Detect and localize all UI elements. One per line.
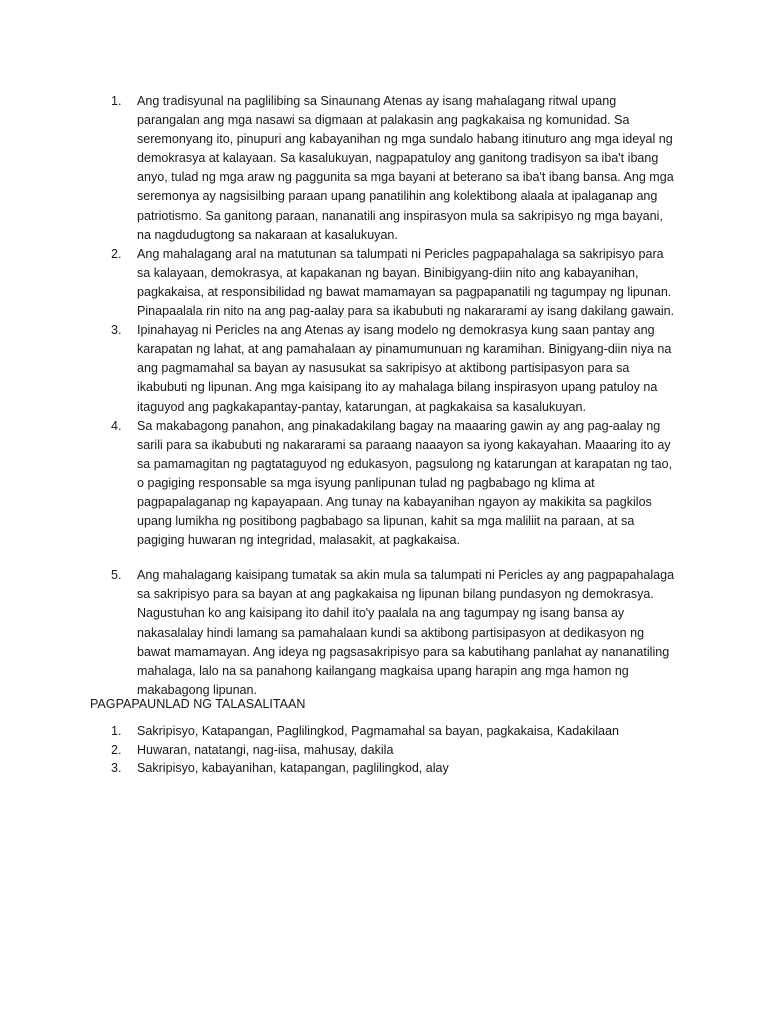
section-heading: PAGPAPAUNLAD NG TALASALITAAN [90, 697, 306, 711]
list-item-text: Huwaran, natatangi, nag-iisa, mahusay, dakila [137, 742, 394, 757]
list-item [0, 321, 768, 416]
list-item [0, 245, 768, 321]
list-item [0, 741, 768, 760]
vocabulary-list [0, 722, 768, 778]
list-item-number: 5. [111, 568, 122, 583]
list-item-text: Sa makabagong panahon, ang pinakadakilang bagay na maaaring gawin ay ang pag-aalay ng sarili para sa ikabubuti ng nakararami sa paraang naaayon sa iyong kakayahan. Maaaring ito ay sa pamamagitan ng pagtataguyod ng edukasyon, pagsulong ng katarungan at karapatan ng tao, o pagiging responsable sa mga isyung panlipunan tulad ng pagbabago ng klima at pagpapalaganap ng kapayapaan. Ang tunay na kabayanihan ngayon ay makikita sa pagkilos upang lumikha ng positibong pagbabago sa lipunan, kahit sa mga maliliit na paraan, at sa pagiging huwaran ng integridad, malasakit, at pagkakaisa. [137, 418, 673, 548]
list-item-number: 2. [111, 742, 122, 757]
list-item-number: 3. [111, 761, 122, 775]
list-item-text: Sakripisyo, kabayanihan, katapangan, paglilingkod, alay [137, 761, 449, 775]
list-item [0, 417, 768, 551]
answers-list [0, 92, 768, 700]
list-item [0, 92, 768, 245]
list-item-number: 2. [111, 246, 122, 261]
list-item [0, 566, 768, 700]
list-item-text: Ang mahalagang aral na matutunan sa talumpati ni Pericles pagpapahalaga sa sakripisyo para sa kalayaan, demokrasya, at kapakanan ng bayan. Binibigyang-diin nito ang kabayanihan, pagkakaisa, at responsibilidad ng bawat mamamayan sa pagpapanatili ng tagumpay ng lipunan. Pinapaalala rin nito na ang pag-aalay para sa ikabubuti ng nakararami ay isang dakilang gawain. [137, 246, 675, 319]
list-item-text: Ang mahalagang kaisipang tumatak sa akin mula sa talumpati ni Pericles ay ang pagpapahalaga sa sakripisyo para sa bayan at ang pagkakaisa ng lipunan bilang pundasyon ng demokrasya. Nagustuhan ko ang kaisipang ito dahil ito'y paalala na ang tagumpay ng isang bansa ay nakasalalay hindi lamang sa pamahalaan kundi sa aktibong partisipasyon at dedikasyon ng bawat mamamayan. Ang ideya ng pagsasakripisyo para sa kabutihang panlahat ay nananatiling mahalaga, lalo na sa panahong kailangang magkaisa upang harapin ang mga hamon ng makabagong lipunan. [137, 568, 675, 697]
list-item-text: Ipinahayag ni Pericles na ang Atenas ay isang modelo ng demokrasya kung saan pantay ang karapatan ng lahat, at ang pamahalaan ay pinamumunuan ng karamihan. Binigyang-diin niya na ang pagmamahal sa bayan ay nasusukat sa sakripisyo at aktibong partisipasyon para sa ikabubuti ng lipunan. Ang mga kaisipang ito ay mahalaga bilang inspirasyon upang patuloy na itaguyod ang pagkakapantay-pantay, katarungan, at pagkakaisa sa kasalukuyan. [137, 323, 672, 414]
list-item [0, 722, 768, 741]
list-item-number: 1. [111, 724, 122, 738]
list-item-number: 3. [111, 323, 122, 338]
list-item [0, 759, 768, 778]
list-item-text: Sakripisyo, Katapangan, Paglilingkod, Pagmamahal sa bayan, pagkakaisa, Kadakilaan [137, 724, 619, 738]
list-item-text: Ang tradisyunal na paglilibing sa Sinaunang Atenas ay isang mahalagang ritwal upang parangalan ang mga nasawi sa digmaan at palakasin ang pagkakaisa ng komunidad. Sa seremonyang ito, pinupuri ang kabayanihan ng mga sundalo habang itinuturo ang mga ideyal ng demokrasya at kalayaan. Sa kasalukuyan, nagpapatuloy ang ganitong tradisyon sa iba't ibang anyo, tulad ng mga araw ng paggunita sa mga bayani at beterano sa iba't ibang bansa. Ang mga seremonya ay nagsisilbing paraan upang panatilihin ang kolektibong alaala at ipalaganap ang patriotismo. Sa ganitong paraan, nananatili ang inspirasyon mula sa sakripisyo ng mga bayani, na nagdudugtong sa nakaraan at kasalukuyan. [137, 94, 674, 242]
list-item-number: 4. [111, 418, 122, 433]
list-item-number: 1. [111, 94, 122, 108]
